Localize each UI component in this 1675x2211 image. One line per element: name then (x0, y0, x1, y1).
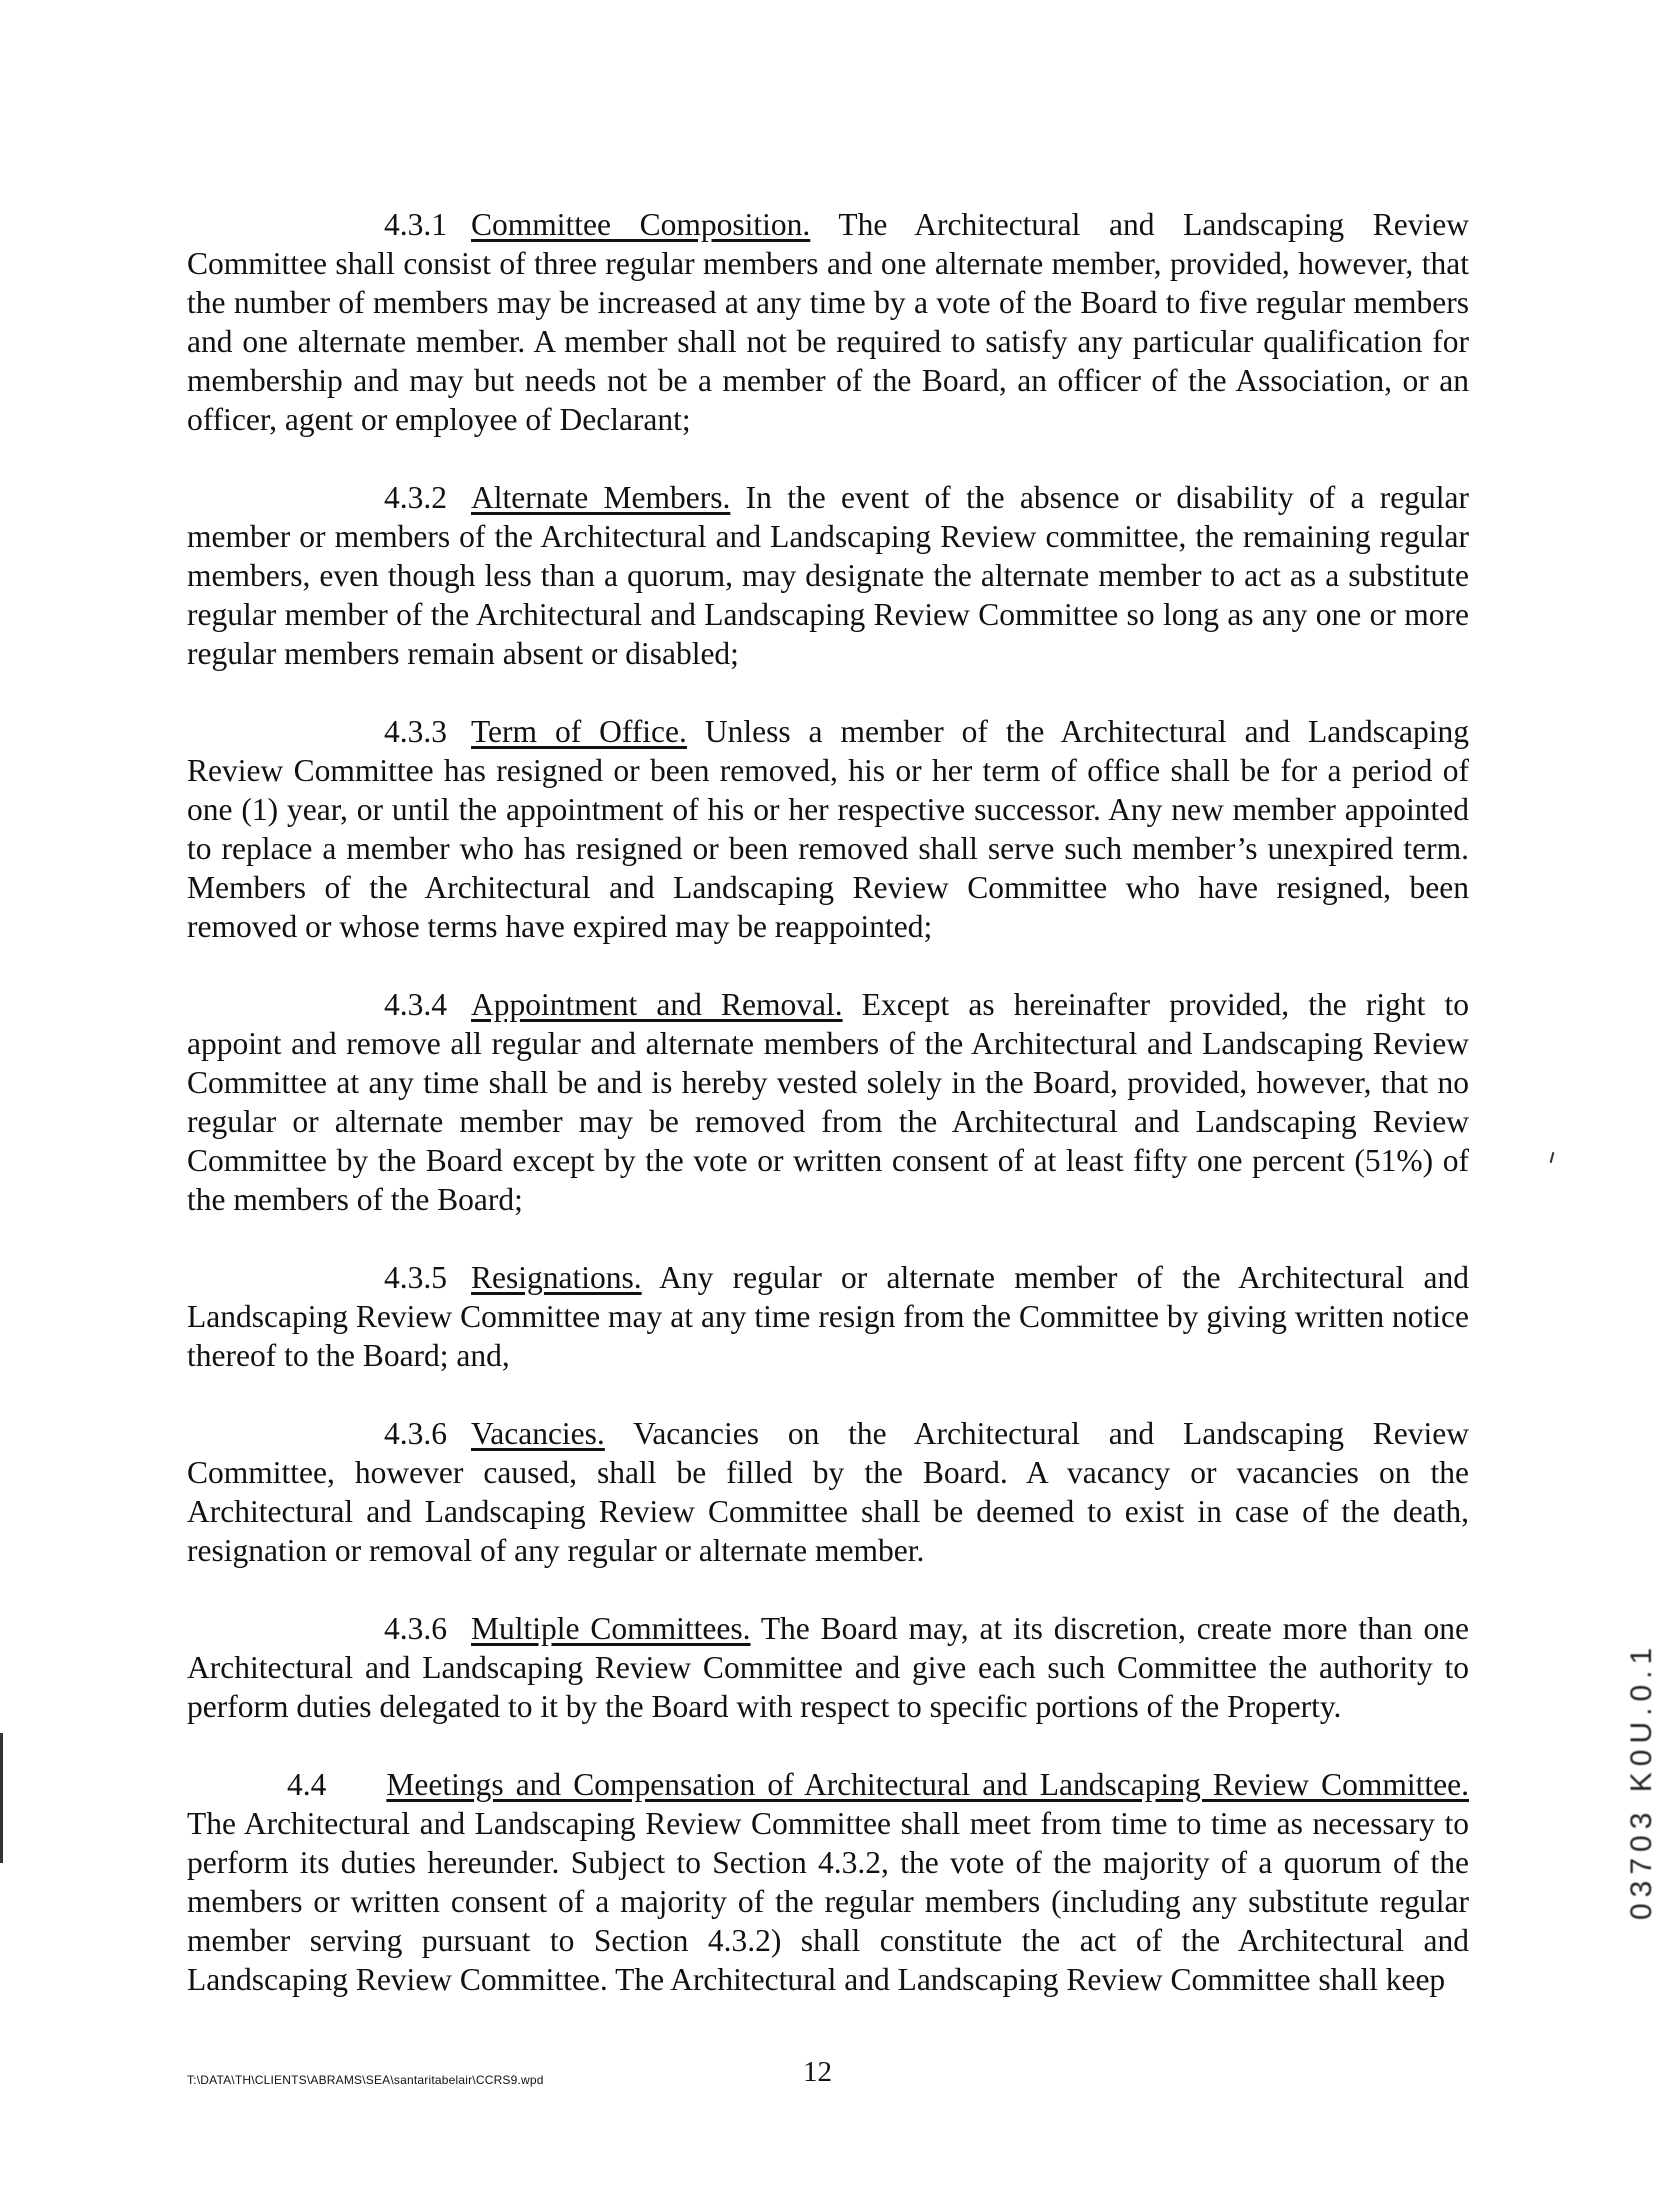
section-heading: Appointment and Removal. (471, 987, 843, 1022)
section-number: 4.3.6 (384, 1611, 447, 1646)
section-4-4 (187, 1765, 1469, 1999)
section-body: The Board may, at its discretion, create more than one Architectural and Landscaping Review Committee and give each such Committee the authority to perform duties delegated to it by the Board with respect to specific portions of the Property. (187, 1611, 1469, 1724)
section-body: Any regular or alternate member of the Architectural and Landscaping Review Committee may at any time resign from the Committee by giving written notice thereof to the Board; and, (187, 1260, 1469, 1373)
section-heading: Multiple Committees. (471, 1611, 751, 1646)
section-body: The Architectural and Landscaping Review Committee shall consist of three regular members and one alternate member, provided, however, that the number of members may be increased at any time by a vote of the Board to five regular members and one alternate member. A member shall not be required to satisfy any particular qualification for membership and may but needs not be a member of the Board, an officer of the Association, or an officer, agent or employee of Declarant; (187, 207, 1469, 437)
section-4-3-1 (187, 205, 1469, 439)
footer-file-path: T:\DATA\TH\CLIENTS\ABRAMS\SEA\santaritabelair\CCRS9.wpd (187, 2073, 544, 2087)
scan-margin-line (0, 1733, 3, 1863)
section-4-3-4 (187, 985, 1469, 1219)
section-number: 4.3.1 (384, 207, 447, 242)
section-4-3-2 (187, 478, 1469, 673)
section-heading: Resignations. (471, 1260, 642, 1295)
section-heading: Committee Composition. (471, 207, 811, 242)
section-heading: Term of Office. (471, 714, 687, 749)
section-body: Except as hereinafter provided, the right to appoint and remove all regular and alternate members of the Architectural and Landscaping Review Committee at any time shall be and is hereby vested solely in the Board, provided, however, that no regular or alternate member may be removed from the Architectural and Landscaping Review Committee by the Board except by the vote or written consent of at least fifty one percent (51%) of the members of the Board; (187, 987, 1469, 1217)
section-number: 4.4 (287, 1767, 327, 1802)
section-number: 4.3.3 (384, 714, 447, 749)
section-heading: Vacancies. (471, 1416, 605, 1451)
margin-recording-stamp: 03703 K0U.0.1 (1625, 1641, 1658, 1920)
section-heading: Meetings and Compensation of Architectural and Landscaping Review Committee. (386, 1767, 1469, 1802)
section-4-3-5 (187, 1258, 1469, 1375)
page-number: 12 (803, 2056, 832, 2088)
section-body: Unless a member of the Architectural and Landscaping Review Committee has resigned or been removed, his or her term of office shall be for a period of one (1) year, or until the appointment of his or her respective successor. Any new member appointed to replace a member who has resigned or been removed shall serve such member’s unexpired term. Members of the Architectural and Landscaping Review Committee who have resigned, been removed or whose terms have expired may be reappointed; (187, 714, 1469, 944)
section-number: 4.3.5 (384, 1260, 447, 1295)
section-number: 4.3.2 (384, 480, 447, 515)
section-body: The Architectural and Landscaping Review Committee shall meet from time to time as necessary to perform its duties hereunder. Subject to Section 4.3.2, the vote of the majority of a quorum of the members or written consent of a majority of the regular members (including any substitute regular member serving pursuant to Section 4.3.2) shall constitute the act of the Architectural and Landscaping Review Committee. The Architectural and Landscaping Review Committee shall keep (187, 1806, 1469, 1997)
section-4-3-6-vacancies (187, 1414, 1469, 1570)
section-heading: Alternate Members. (471, 480, 731, 515)
section-number: 4.3.6 (384, 1416, 447, 1451)
section-number: 4.3.4 (384, 987, 447, 1022)
section-4-3-3 (187, 712, 1469, 946)
stray-mark (1550, 1152, 1555, 1163)
section-body: Vacancies on the Architectural and Landscaping Review Committee, however caused, shall be filled by the Board. A vacancy or vacancies on the Architectural and Landscaping Review Committee shall be deemed to exist in case of the death, resignation or removal of any regular or alternate member. (187, 1416, 1469, 1568)
section-4-3-6-multiple-committees (187, 1609, 1469, 1726)
section-body: In the event of the absence or disability of a regular member or members of the Architectural and Landscaping Review committee, the remaining regular members, even though less than a quorum, may designate the alternate member to act as a substitute regular member of the Architectural and Landscaping Review Committee so long as any one or more regular members remain absent or disabled; (187, 480, 1469, 671)
